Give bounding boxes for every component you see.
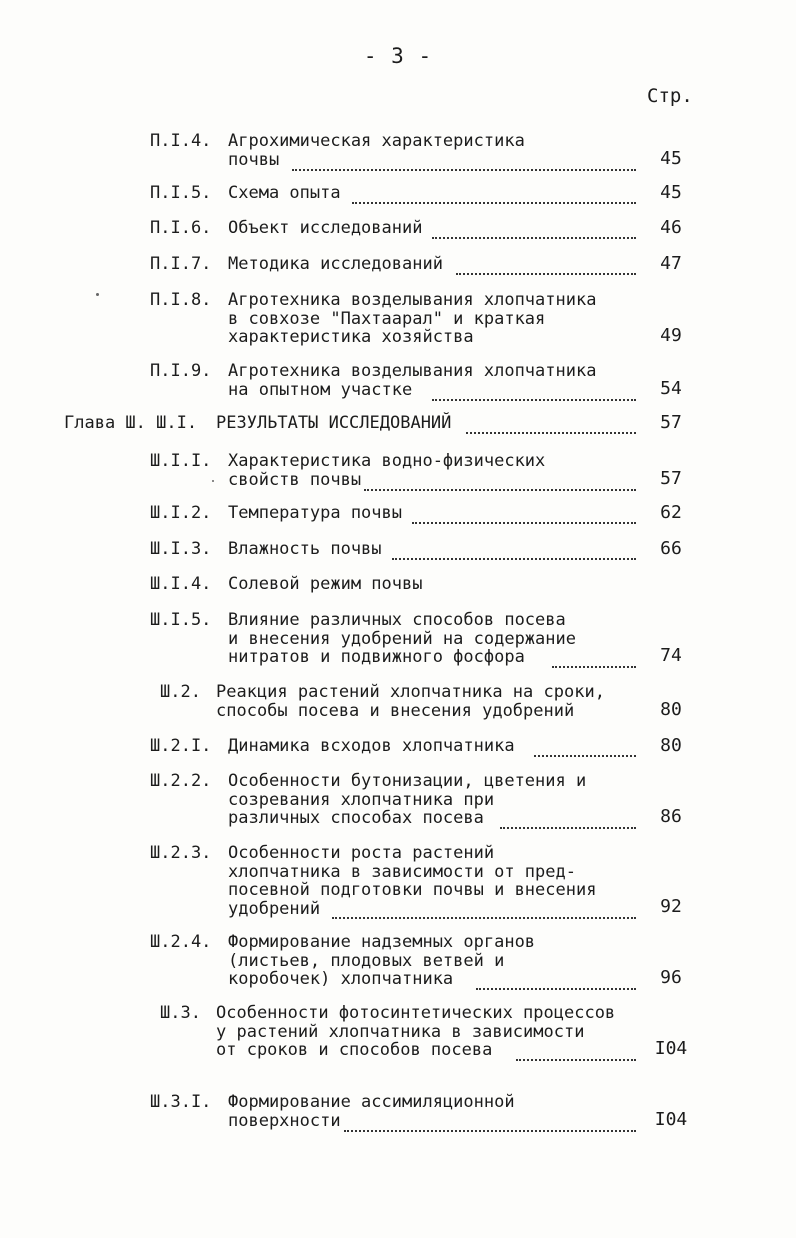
toc-entry-title: Формирование надземных органов (листьев, плодовых ветвей и коробочек) хлопчатника [228,932,536,989]
toc-entry-page: 54 [660,378,682,399]
toc-entry-title: Динамика всходов хлопчатника [228,736,515,756]
toc-entry-page: 57 [660,412,682,433]
toc-entry-page: 57 [660,468,682,489]
toc-entry-page: 49 [660,325,682,346]
scan-speck [96,293,99,296]
toc-entry-number: Ш.2.2. [150,771,212,791]
toc-entry-number: П.I.6. [150,218,212,238]
page-number: - 3 - [363,44,433,68]
dot-leader [344,1112,636,1132]
toc-entry-number: Ш.3.I. [150,1092,212,1112]
toc-entry-title: РЕЗУЛЬТАТЫ ИССЛЕДОВАНИЙ [216,413,452,433]
toc-entry-page: 62 [660,502,682,523]
toc-entry-number: Ш.2. [160,682,201,702]
toc-entry-title: Объект исследований [228,218,423,238]
dot-leader [432,219,636,239]
toc-entry-page: I04 [654,1038,688,1059]
toc-entry-title: Особенности фотосинтетических процессов у растений хлопчатника в зависимости от сроков и способов посева [216,1003,616,1060]
toc-entry-title: Солевой режим почвы [228,574,423,594]
dot-leader [432,381,636,401]
toc-entry-page: 45 [660,148,682,169]
toc-entry-page: 66 [660,538,682,559]
page-column-header: Стр. [647,85,693,107]
toc-entry-title: Агрохимическая характеристика почвы [228,131,525,170]
toc-entry-title: Агротехника возделывания хлопчатника на опытном участке [228,361,597,400]
toc-entry-title: Реакция растений хлопчатника на сроки, способы посева и внесения удобрений [216,682,605,721]
toc-entry-number: П.I.7. [150,254,212,274]
toc-entry-title: Схема опыта [228,183,341,203]
dot-leader [292,151,636,171]
toc-entry-number: Ш.I.3. [150,539,212,559]
dot-leader [352,184,636,204]
toc-entry-number: Ш.3. [160,1003,201,1023]
dot-leader [392,540,636,560]
toc-entry-number: Ш.I.2. [150,503,212,523]
toc-entry-number: Ш.2.3. [150,843,212,863]
toc-entry-title: Агротехника возделывания хлопчатника в совхозе "Пахтаарал" и краткая характеристика хозяйства [228,290,597,347]
dot-leader [332,899,636,919]
dot-leader [534,737,636,757]
toc-entry-page: 86 [660,806,682,827]
toc-entry-page: 92 [660,896,682,917]
toc-entry-page: 46 [660,217,682,238]
toc-entry-number: Ш.I.4. [150,574,212,594]
toc-entry-page: 96 [660,967,682,988]
toc-entry-number: П.I.5. [150,183,212,203]
dot-leader [516,1041,636,1061]
toc-entry-number: Ш.2.I. [150,736,212,756]
dot-leader [466,414,636,434]
toc-entry-title: Характеристика водно-физических свойств почвы [228,451,546,490]
dot-leader [412,504,636,524]
toc-entry-page: 74 [660,645,682,666]
dot-leader [364,471,636,491]
dot-leader [476,970,636,990]
toc-entry-title: Влажность почвы [228,539,382,559]
dot-leader [456,255,636,275]
toc-entry-page: I04 [654,1109,688,1130]
toc-entry-title: Особенности бутонизации, цветения и созревания хлопчатника при различных способах посева [228,771,587,828]
toc-entry-number: П.I.4. [150,131,212,151]
toc-entry-number: Ш.I.I. [150,451,212,471]
dot-leader [552,648,636,668]
toc-entry-page: 47 [660,253,682,274]
toc-entry-number: Глава Ш. Ш.I. [64,413,198,433]
toc-entry-page: 80 [660,735,682,756]
toc-entry-title: Особенности роста растений хлопчатника в зависимости от пред- посевной подготовки почвы и внесения удобрений [228,843,597,919]
toc-entry-number: П.I.9. [150,361,212,381]
toc-entry-page: 80 [660,699,682,720]
toc-entry-title: Влияние различных способов посева и внесения удобрений на содержание нитратов и подвижного фосфора [228,610,576,667]
toc-entry-number: П.I.8. [150,290,212,310]
toc-entry-title: Температура почвы [228,503,402,523]
toc-entry-page: 45 [660,182,682,203]
toc-entry-title: Методика исследований [228,254,443,274]
scan-speck [212,480,214,482]
toc-entry-number: Ш.2.4. [150,932,212,952]
toc-entry-number: Ш.I.5. [150,610,212,630]
toc-entry-title: Формирование ассимиляционной поверхности [228,1092,515,1131]
dot-leader [500,809,636,829]
